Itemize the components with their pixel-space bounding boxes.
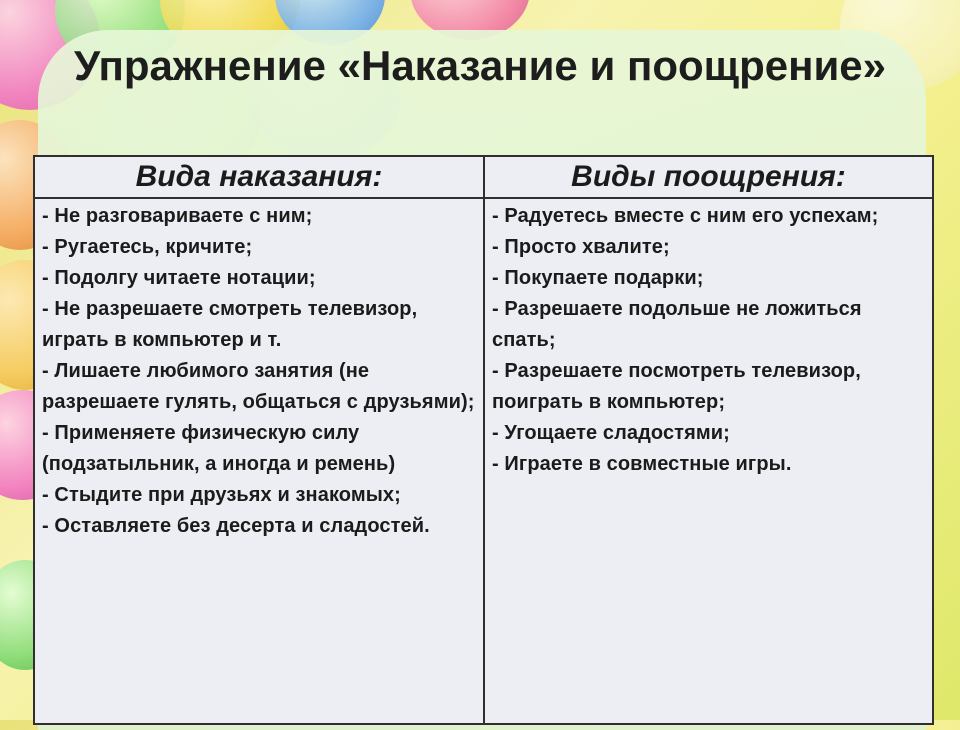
list-item: - Не разговариваете с ним; <box>42 205 313 227</box>
list-item: - Радуетесь вместе с ним его успехам; <box>492 205 879 227</box>
comparison-table <box>33 155 934 725</box>
list-item: - Применяете физическую силу (подзатыльник, а иногда и ремень) <box>42 422 396 475</box>
header-rewards: Виды поощрения: <box>484 156 933 198</box>
list-item: - Стыдите при друзьях и знакомых; <box>42 484 401 506</box>
list-item: - Разрешаете посмотреть телевизор, поиграть в компьютер; <box>492 360 861 413</box>
list-item: - Разрешаете подольше не ложиться спать; <box>492 298 862 351</box>
header-punishments: Вида наказания: <box>34 156 484 198</box>
slide-title: Упражнение «Наказание и поощрение» <box>74 42 886 89</box>
list-item: - Оставляете без десерта и сладостей. <box>42 515 430 537</box>
list-item: - Подолгу читаете нотации; <box>42 267 316 289</box>
list-item: - Не разрешаете смотреть телевизор, играть в компьютер и т. <box>42 298 418 351</box>
list-item: - Лишаете любимого занятия (не разрешаете гулять, общаться с друзьями); <box>42 360 475 413</box>
list-item: - Угощаете сладостями; <box>492 422 730 444</box>
list-item: - Покупаете подарки; <box>492 267 704 289</box>
punishments-list <box>42 201 477 542</box>
table-header-row <box>34 156 933 198</box>
list-item: - Просто хвалите; <box>492 236 670 258</box>
rewards-list <box>492 201 926 480</box>
table-row <box>34 198 933 724</box>
list-item: - Ругаетесь, кричите; <box>42 236 253 258</box>
rewards-cell <box>484 198 933 724</box>
punishments-cell <box>34 198 484 724</box>
list-item: - Играете в совместные игры. <box>492 453 792 475</box>
